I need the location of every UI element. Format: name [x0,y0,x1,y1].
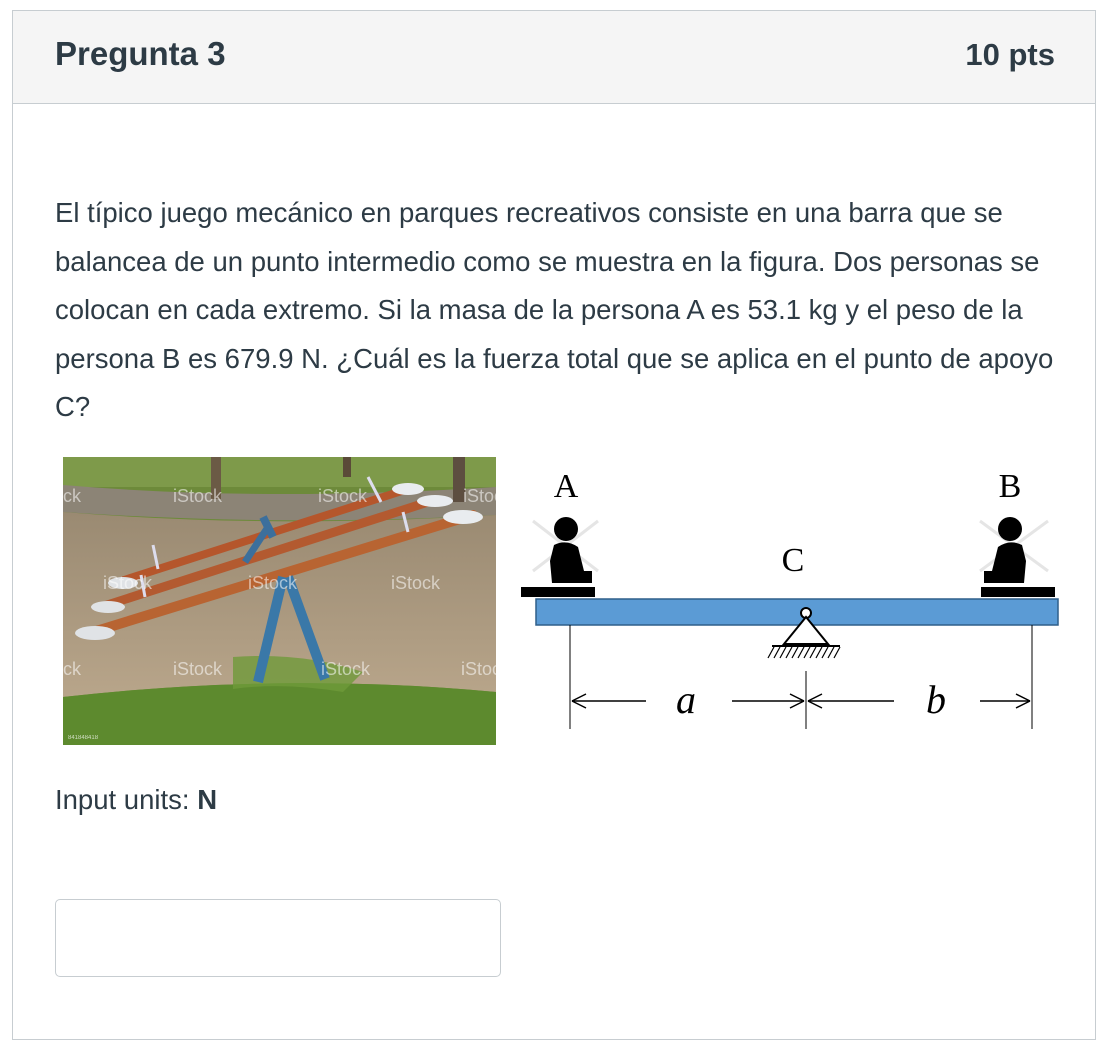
answer-input[interactable] [55,899,501,977]
watermark-text: iStock [463,486,513,506]
watermark-text: iStock [173,486,223,506]
watermark-text: ck [63,486,81,506]
question-card [12,10,1096,1040]
dimension-a: a [676,677,696,722]
watermark-text: iStock [391,573,441,593]
watermark-text: iStock [461,659,511,679]
dimension-b: b [926,677,946,722]
watermark-text: iStock [318,486,368,506]
person-b-icon [980,517,1055,597]
input-units [55,784,217,816]
label-a: A [553,468,579,505]
watermark-text: iStock [321,659,371,679]
seesaw-diagram [518,461,1058,736]
seesaw-beam [536,599,1058,625]
person-a-icon [521,517,598,597]
watermark-text: ck [63,659,81,679]
seesaw-photo [63,457,513,745]
watermark-text: iStock [248,573,298,593]
input-units-value: N [197,784,218,815]
question-text: El típico juego mecánico en parques recreativos consiste en una barra que se balancea de un punto intermedio como se muestra en la figura. Dos personas se colocan en cada extremo. Si la masa de la persona A es 53.1 kg y el peso de la persona B es 679.9 N. ¿Cuál es la fuerza total que se aplica en el punto de apoyo C? [55,197,1054,422]
input-units-label: Input units: [55,784,190,815]
question-points: 10 pts [965,37,1055,72]
label-b: B [998,468,1022,505]
label-c: C [781,542,805,579]
watermark-text: iStock [103,573,153,593]
photo-id-text: 841848418 [68,735,99,741]
question-title: Pregunta 3 [55,35,226,72]
question-header [13,11,1095,104]
watermark-text: iStock [173,659,223,679]
